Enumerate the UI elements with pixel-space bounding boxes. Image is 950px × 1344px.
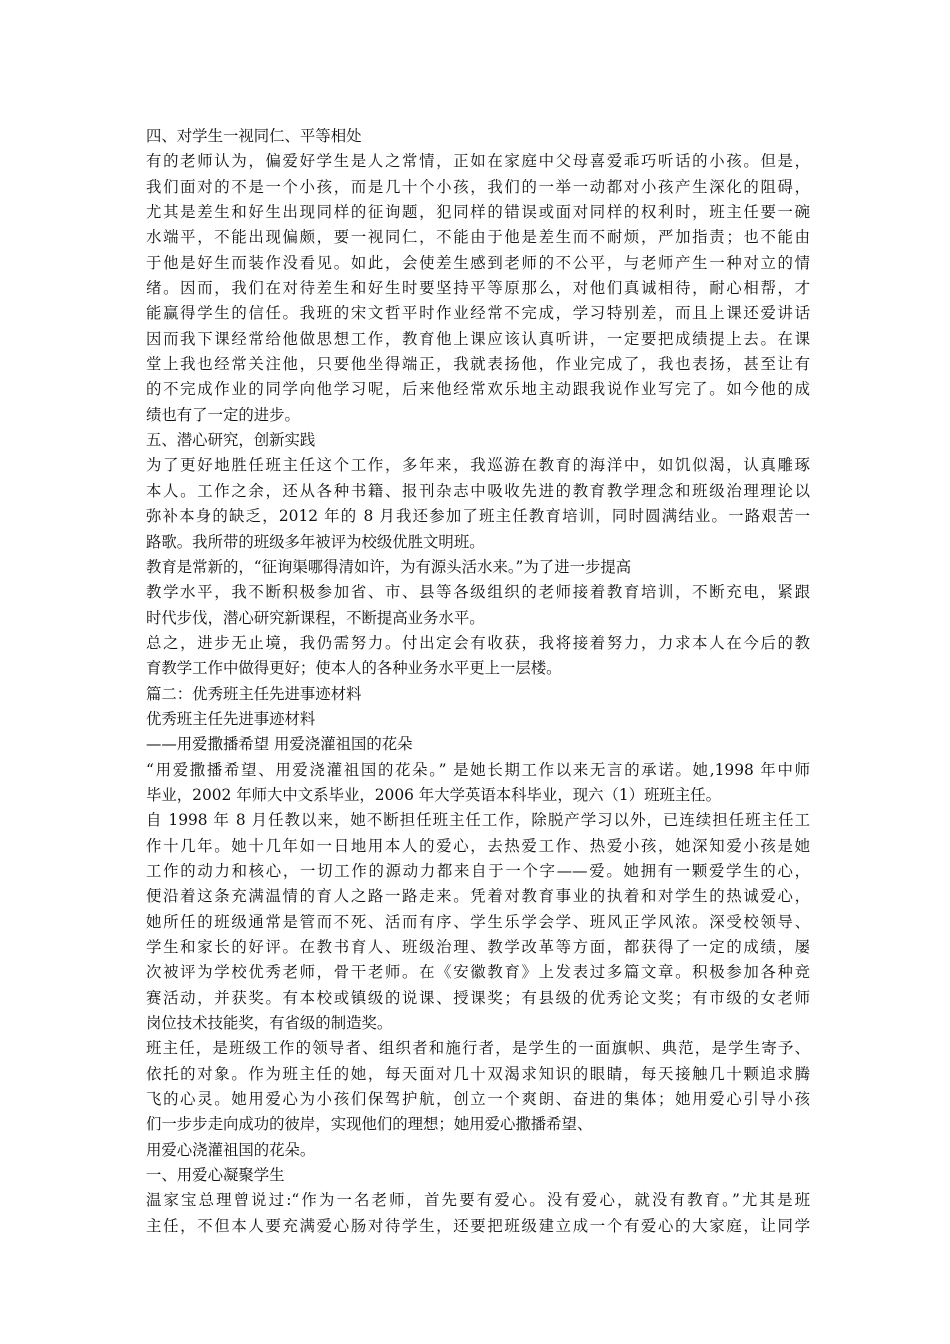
text-line: 赛活动，并获奖。有本校或镇级的说课、授课奖；有县级的优秀论文奖；有市级的女老师 [146, 988, 810, 1007]
text-line: 本人。工作之余，还从各种书籍、报刊杂志中吸收先进的教育教学理念和班级治理理论以 [146, 481, 810, 500]
text-line: 依托的对象。作为班主任的她，每天面对几十双渴求知识的眼睛，每天接触几十颗追求腾 [146, 1064, 810, 1083]
text-line: 绪。因而，我们在对待差生和好生时要坚持平等原那么，对他们真诚相待，耐心相帮，才 [146, 279, 810, 298]
text-line: 飞的心灵。她用爱心为小孩们保驾护航，创立一个爽朗、奋进的集体；她用爱心引导小孩 [146, 1090, 810, 1109]
text-line: 次被评为学校优秀老师，骨干老师。在《安徽教育》上发表过多篇文章。积极参加各种竞 [146, 963, 810, 982]
text-line: 便沿着这条充满温情的育人之路一路走来。凭着对教育事业的执着和对学生的热诚爱心， [146, 887, 810, 906]
text-line: 育教学工作中做得更好；使本人的各种业务水平更上一层楼。 [146, 659, 562, 678]
text-line: 路歌。我所带的班级多年被评为校级优胜文明班。 [146, 532, 485, 551]
text-line: 她所任的班级通常是管而不死、活而有序、学生乐学会学、班风正学风浓。深受校领导、 [146, 912, 810, 931]
text-line: 五、潜心研究，创新实践 [146, 431, 316, 450]
text-line: 作十几年。她十几年如一日地用本人的爱心，去热爱工作、热爱小孩，她深知爱小孩是她 [146, 836, 810, 855]
text-line: 绩也有了一定的进步。 [146, 405, 300, 424]
text-line: 的不完成作业的同学向他学习呢，后来他经常欢乐地主动跟我说作业写完了。如今他的成 [146, 380, 810, 399]
text-line: 岗位技术技能奖，有省级的制造奖。 [146, 1014, 393, 1033]
text-line: 工作的动力和核心，一切工作的源动力都来自于一个字——爱。她拥有一颗爱学生的心， [146, 861, 810, 880]
text-line: 能赢得学生的信任。我班的宋文哲平时作业经常不完成，学习特别差，而且上课还爱讲话 [146, 304, 810, 323]
text-line: 因而我下课经常给他做思想工作，教育他上课应该认真听讲，一定要把成绩提上去。在课 [146, 329, 810, 348]
text-line: 尤其是差生和好生出现同样的征询题，犯同样的错误或面对同样的权利时，班主任要一碗 [146, 203, 810, 222]
text-line: 自 1998 年 8 月任教以来，她不断担任班主任工作，除脱产学习以外，已连续担任班主任工 [146, 811, 810, 830]
text-line: 班主任，是班级工作的领导者、组织者和施行者，是学生的一面旗帜、典范，是学生寄予、 [146, 1039, 810, 1058]
text-line: 们一步步走向成功的彼岸，实现他们的理想；她用爱心撒播希望、 [146, 1115, 593, 1134]
text-line: 总之，进步无止境，我仍需努力。付出定会有收获，我将接着努力，力求本人在今后的教 [146, 633, 810, 652]
text-line: 水端平，不能出现偏颇，要一视同仁，不能由于他是差生而不耐烦，严加指责；也不能由 [146, 228, 810, 247]
text-line: 教育是常新的，“征询渠哪得清如许，为有源头活水来。”为了进一步提高 [146, 557, 632, 576]
text-line: 优秀班主任先进事迹材料 [146, 709, 316, 728]
text-line: 篇二：优秀班主任先进事迹材料 [146, 684, 362, 703]
text-line: ——用爱撒播希望 用爱浇灌祖国的花朵 [146, 735, 413, 754]
text-line: 温家宝总理曾说过:“作为一名老师，首先要有爱心。没有爱心，就没有教育。”尤其是班 [146, 1191, 810, 1210]
text-line: 堂上我也经常关注他，只要他坐得端正，我就表扬他，作业完成了，我也表扬，甚至让有 [146, 355, 810, 374]
text-line: 我们面对的不是一个小孩，而是几十个小孩，我们的一举一动都对小孩产生深化的阻碍， [146, 177, 810, 196]
text-line: 时代步伐，潜心研究新课程，不断提高业务水平。 [146, 608, 485, 627]
text-line: 学生和家长的好评。在教书育人、班级治理、教学改革等方面，都获得了一定的成绩，屡 [146, 938, 810, 956]
text-line: 主任，不但本人要充满爱心肠对待学生，还要把班级建立成一个有爱心的大家庭，让同学 [146, 1216, 810, 1235]
text-line: 四、对学生一视同仁、平等相处 [146, 127, 362, 145]
text-line: 为了更好地胜任班主任这个工作，多年来，我巡游在教育的海洋中，如饥似渴，认真雕琢 [146, 456, 810, 475]
document-body [146, 124, 810, 1239]
text-line: 一、用爱心凝聚学生 [146, 1166, 285, 1185]
text-line: 毕业，2002 年师大中文系毕业，2006 年大学英语本科毕业，现六（1）班班主任。 [146, 785, 722, 804]
text-line: 用爱心浇灌祖国的花朵。 [146, 1140, 316, 1159]
text-line: 有的老师认为，偏爱好学生是人之常情，正如在家庭中父母喜爱乖巧听话的小孩。但是， [146, 152, 810, 171]
text-line: “用爱撒播希望、用爱浇灌祖国的花朵。” 是她长期工作以来无言的承诺。她,1998 年中师 [146, 760, 810, 779]
text-line: 弥补本身的缺乏，2012 年的 8 月我还参加了班主任教育培训，同时圆满结业。一路艰苦一 [146, 507, 810, 526]
text-line: 教学水平，我不断积极参加省、市、县等各级组织的老师接着教育培训，不断充电，紧跟 [146, 583, 810, 602]
text-line: 于他是好生而装作没看见。如此，会使差生感到老师的不公平，与老师产生一种对立的情 [146, 253, 810, 272]
